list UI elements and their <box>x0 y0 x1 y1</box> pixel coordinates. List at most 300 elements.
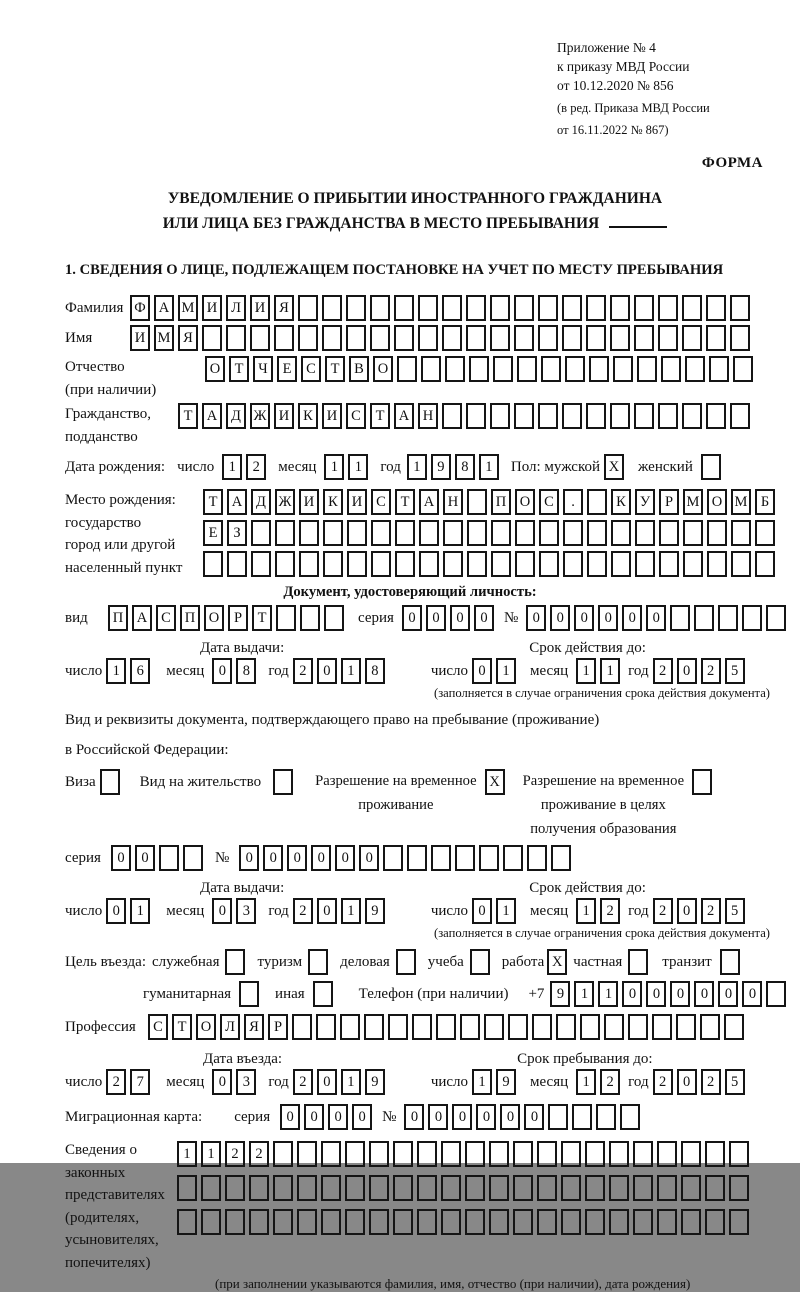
char-box[interactable] <box>682 325 702 351</box>
char-box[interactable]: 1 <box>201 1141 221 1167</box>
char-box[interactable]: 0 <box>317 898 337 924</box>
char-box[interactable]: А <box>227 489 247 515</box>
char-box[interactable]: И <box>202 295 222 321</box>
char-box[interactable] <box>707 520 727 546</box>
char-box[interactable] <box>513 1141 533 1167</box>
char-box[interactable]: 0 <box>474 605 494 631</box>
char-box[interactable] <box>585 1209 605 1235</box>
char-box[interactable] <box>707 551 727 577</box>
char-box[interactable]: С <box>346 403 366 429</box>
char-box[interactable] <box>755 520 775 546</box>
char-box[interactable]: 0 <box>404 1104 424 1130</box>
char-box[interactable] <box>586 295 606 321</box>
char-box[interactable] <box>239 981 259 1007</box>
char-box[interactable] <box>604 1014 624 1040</box>
char-box[interactable] <box>202 325 222 351</box>
char-box[interactable]: 2 <box>701 898 721 924</box>
char-box[interactable]: 1 <box>574 981 594 1007</box>
char-box[interactable]: Д <box>226 403 246 429</box>
char-box[interactable]: Т <box>325 356 345 382</box>
char-box[interactable]: 1 <box>576 898 596 924</box>
char-box[interactable] <box>347 551 367 577</box>
char-box[interactable] <box>610 403 630 429</box>
char-box[interactable] <box>273 769 293 795</box>
char-box[interactable] <box>513 1175 533 1201</box>
char-box[interactable] <box>407 845 427 871</box>
char-box[interactable] <box>539 551 559 577</box>
char-box[interactable] <box>657 1175 677 1201</box>
char-box[interactable]: 0 <box>317 1069 337 1095</box>
char-box[interactable]: 5 <box>725 658 745 684</box>
char-box[interactable] <box>733 356 753 382</box>
char-box[interactable]: 0 <box>718 981 738 1007</box>
char-box[interactable] <box>562 403 582 429</box>
char-box[interactable] <box>532 1014 552 1040</box>
char-box[interactable] <box>322 325 342 351</box>
char-box[interactable] <box>346 295 366 321</box>
char-box[interactable] <box>276 605 296 631</box>
char-box[interactable]: О <box>707 489 727 515</box>
char-box[interactable]: 2 <box>600 1069 620 1095</box>
char-box[interactable] <box>514 403 534 429</box>
char-box[interactable] <box>766 981 786 1007</box>
char-box[interactable] <box>225 1209 245 1235</box>
char-box[interactable] <box>589 356 609 382</box>
char-box[interactable]: 2 <box>249 1141 269 1167</box>
char-box[interactable] <box>609 1141 629 1167</box>
char-box[interactable] <box>489 1141 509 1167</box>
char-box[interactable]: 1 <box>407 454 427 480</box>
char-box[interactable]: 0 <box>287 845 307 871</box>
char-box[interactable] <box>321 1175 341 1201</box>
char-box[interactable] <box>730 403 750 429</box>
char-box[interactable] <box>346 325 366 351</box>
char-box[interactable]: 0 <box>212 658 232 684</box>
char-box[interactable] <box>347 520 367 546</box>
char-box[interactable] <box>634 295 654 321</box>
char-box[interactable] <box>514 295 534 321</box>
char-box[interactable]: 8 <box>236 658 256 684</box>
char-box[interactable]: 2 <box>600 898 620 924</box>
char-box[interactable] <box>538 403 558 429</box>
char-box[interactable]: 8 <box>455 454 475 480</box>
char-box[interactable] <box>369 1209 389 1235</box>
char-box[interactable]: 1 <box>341 898 361 924</box>
char-box[interactable]: 2 <box>653 1069 673 1095</box>
char-box[interactable]: 0 <box>598 605 618 631</box>
char-box[interactable]: 9 <box>550 981 570 1007</box>
char-box[interactable]: П <box>108 605 128 631</box>
char-box[interactable] <box>225 949 245 975</box>
char-box[interactable]: Т <box>203 489 223 515</box>
char-box[interactable] <box>418 295 438 321</box>
char-box[interactable] <box>676 1014 696 1040</box>
char-box[interactable] <box>370 325 390 351</box>
char-box[interactable]: 1 <box>576 1069 596 1095</box>
char-box[interactable]: А <box>132 605 152 631</box>
char-box[interactable]: Л <box>220 1014 240 1040</box>
char-box[interactable] <box>635 520 655 546</box>
char-box[interactable] <box>491 520 511 546</box>
char-box[interactable]: М <box>154 325 174 351</box>
char-box[interactable] <box>561 1141 581 1167</box>
char-box[interactable] <box>299 551 319 577</box>
char-box[interactable] <box>417 1141 437 1167</box>
char-box[interactable] <box>766 605 786 631</box>
char-box[interactable]: 9 <box>496 1069 516 1095</box>
char-box[interactable] <box>685 356 705 382</box>
char-box[interactable] <box>565 356 585 382</box>
char-box[interactable]: Н <box>418 403 438 429</box>
char-box[interactable] <box>321 1209 341 1235</box>
char-box[interactable]: Ж <box>275 489 295 515</box>
char-box[interactable] <box>455 845 475 871</box>
char-box[interactable]: 1 <box>222 454 242 480</box>
char-box[interactable] <box>658 403 678 429</box>
char-box[interactable] <box>683 551 703 577</box>
char-box[interactable]: 6 <box>130 658 150 684</box>
char-box[interactable] <box>298 295 318 321</box>
char-box[interactable] <box>323 520 343 546</box>
char-box[interactable]: 0 <box>452 1104 472 1130</box>
char-box[interactable]: 0 <box>111 845 131 871</box>
char-box[interactable] <box>613 356 633 382</box>
char-box[interactable] <box>561 1209 581 1235</box>
char-box[interactable] <box>701 454 721 480</box>
char-box[interactable] <box>297 1175 317 1201</box>
char-box[interactable]: 0 <box>550 605 570 631</box>
char-box[interactable] <box>345 1175 365 1201</box>
char-box[interactable]: 2 <box>701 658 721 684</box>
char-box[interactable] <box>249 1175 269 1201</box>
char-box[interactable] <box>706 325 726 351</box>
char-box[interactable]: 0 <box>280 1104 300 1130</box>
char-box[interactable]: О <box>515 489 535 515</box>
char-box[interactable] <box>633 1141 653 1167</box>
char-box[interactable] <box>729 1175 749 1201</box>
char-box[interactable] <box>465 1175 485 1201</box>
char-box[interactable]: С <box>156 605 176 631</box>
char-box[interactable] <box>225 1175 245 1201</box>
char-box[interactable]: И <box>130 325 150 351</box>
char-box[interactable] <box>397 356 417 382</box>
char-box[interactable]: X <box>485 769 505 795</box>
char-box[interactable] <box>443 551 463 577</box>
char-box[interactable] <box>537 1141 557 1167</box>
char-box[interactable]: 9 <box>365 898 385 924</box>
char-box[interactable] <box>201 1209 221 1235</box>
char-box[interactable]: 0 <box>524 1104 544 1130</box>
char-box[interactable]: И <box>322 403 342 429</box>
char-box[interactable]: 1 <box>130 898 150 924</box>
char-box[interactable]: 0 <box>472 658 492 684</box>
char-box[interactable] <box>394 295 414 321</box>
char-box[interactable] <box>322 295 342 321</box>
char-box[interactable] <box>611 520 631 546</box>
char-box[interactable] <box>709 356 729 382</box>
char-box[interactable] <box>316 1014 336 1040</box>
char-box[interactable] <box>633 1209 653 1235</box>
char-box[interactable]: Ч <box>253 356 273 382</box>
char-box[interactable] <box>580 1014 600 1040</box>
char-box[interactable]: 0 <box>135 845 155 871</box>
char-box[interactable] <box>742 605 762 631</box>
char-box[interactable] <box>681 1209 701 1235</box>
char-box[interactable]: 0 <box>450 605 470 631</box>
char-box[interactable] <box>609 1175 629 1201</box>
char-box[interactable]: 0 <box>574 605 594 631</box>
char-box[interactable]: П <box>491 489 511 515</box>
char-box[interactable] <box>587 489 607 515</box>
char-box[interactable] <box>586 325 606 351</box>
char-box[interactable]: С <box>539 489 559 515</box>
char-box[interactable] <box>587 520 607 546</box>
char-box[interactable]: 2 <box>106 1069 126 1095</box>
char-box[interactable]: 0 <box>263 845 283 871</box>
char-box[interactable] <box>548 1104 568 1130</box>
char-box[interactable]: 2 <box>701 1069 721 1095</box>
char-box[interactable] <box>681 1175 701 1201</box>
char-box[interactable] <box>299 520 319 546</box>
char-box[interactable]: 0 <box>476 1104 496 1130</box>
char-box[interactable]: 1 <box>496 898 516 924</box>
char-box[interactable] <box>537 1175 557 1201</box>
char-box[interactable] <box>274 325 294 351</box>
char-box[interactable] <box>731 551 751 577</box>
char-box[interactable]: Р <box>268 1014 288 1040</box>
char-box[interactable] <box>634 325 654 351</box>
char-box[interactable] <box>396 949 416 975</box>
char-box[interactable] <box>417 1175 437 1201</box>
char-box[interactable] <box>724 1014 744 1040</box>
char-box[interactable] <box>729 1141 749 1167</box>
char-box[interactable]: У <box>635 489 655 515</box>
char-box[interactable] <box>628 1014 648 1040</box>
char-box[interactable] <box>177 1209 197 1235</box>
char-box[interactable]: И <box>250 295 270 321</box>
char-box[interactable]: 0 <box>677 658 697 684</box>
char-box[interactable]: 9 <box>431 454 451 480</box>
char-box[interactable]: М <box>731 489 751 515</box>
char-box[interactable]: 1 <box>324 454 344 480</box>
char-box[interactable]: 1 <box>479 454 499 480</box>
char-box[interactable] <box>682 403 702 429</box>
char-box[interactable] <box>100 769 120 795</box>
char-box[interactable]: 0 <box>742 981 762 1007</box>
char-box[interactable]: К <box>323 489 343 515</box>
char-box[interactable] <box>705 1141 725 1167</box>
char-box[interactable] <box>369 1141 389 1167</box>
char-box[interactable]: 0 <box>646 981 666 1007</box>
char-box[interactable] <box>371 520 391 546</box>
char-box[interactable] <box>159 845 179 871</box>
char-box[interactable] <box>659 520 679 546</box>
char-box[interactable]: С <box>148 1014 168 1040</box>
char-box[interactable]: А <box>154 295 174 321</box>
char-box[interactable] <box>658 325 678 351</box>
char-box[interactable] <box>681 1141 701 1167</box>
char-box[interactable] <box>443 520 463 546</box>
char-box[interactable]: X <box>604 454 624 480</box>
char-box[interactable]: Т <box>172 1014 192 1040</box>
char-box[interactable] <box>345 1209 365 1235</box>
char-box[interactable]: 3 <box>236 898 256 924</box>
char-box[interactable] <box>417 1209 437 1235</box>
char-box[interactable] <box>395 520 415 546</box>
char-box[interactable] <box>657 1209 677 1235</box>
char-box[interactable] <box>755 551 775 577</box>
char-box[interactable] <box>441 1175 461 1201</box>
char-box[interactable] <box>340 1014 360 1040</box>
char-box[interactable]: 5 <box>725 898 745 924</box>
char-box[interactable]: О <box>205 356 225 382</box>
char-box[interactable] <box>412 1014 432 1040</box>
char-box[interactable]: 0 <box>670 981 690 1007</box>
char-box[interactable] <box>442 325 462 351</box>
char-box[interactable] <box>479 845 499 871</box>
char-box[interactable] <box>395 551 415 577</box>
char-box[interactable]: Я <box>274 295 294 321</box>
char-box[interactable]: 0 <box>694 981 714 1007</box>
char-box[interactable]: О <box>196 1014 216 1040</box>
char-box[interactable]: 2 <box>653 658 673 684</box>
char-box[interactable] <box>466 295 486 321</box>
char-box[interactable] <box>370 295 390 321</box>
char-box[interactable] <box>201 1175 221 1201</box>
char-box[interactable] <box>718 605 738 631</box>
char-box[interactable]: 1 <box>472 1069 492 1095</box>
char-box[interactable]: И <box>274 403 294 429</box>
char-box[interactable] <box>441 1141 461 1167</box>
char-box[interactable] <box>466 325 486 351</box>
char-box[interactable] <box>515 520 535 546</box>
char-box[interactable]: П <box>180 605 200 631</box>
char-box[interactable] <box>469 356 489 382</box>
char-box[interactable] <box>729 1209 749 1235</box>
char-box[interactable]: Т <box>395 489 415 515</box>
char-box[interactable]: 1 <box>341 1069 361 1095</box>
char-box[interactable] <box>465 1141 485 1167</box>
char-box[interactable]: С <box>371 489 391 515</box>
char-box[interactable] <box>587 551 607 577</box>
char-box[interactable]: 0 <box>106 898 126 924</box>
char-box[interactable] <box>517 356 537 382</box>
char-box[interactable] <box>393 1175 413 1201</box>
char-box[interactable]: О <box>204 605 224 631</box>
char-box[interactable] <box>371 551 391 577</box>
char-box[interactable] <box>633 1175 653 1201</box>
char-box[interactable] <box>585 1175 605 1201</box>
char-box[interactable] <box>491 551 511 577</box>
char-box[interactable] <box>421 356 441 382</box>
char-box[interactable] <box>539 520 559 546</box>
char-box[interactable] <box>466 403 486 429</box>
char-box[interactable]: Р <box>659 489 679 515</box>
char-box[interactable]: 0 <box>472 898 492 924</box>
char-box[interactable] <box>297 1209 317 1235</box>
char-box[interactable]: 0 <box>622 981 642 1007</box>
char-box[interactable]: 0 <box>426 605 446 631</box>
char-box[interactable] <box>442 403 462 429</box>
char-box[interactable] <box>661 356 681 382</box>
char-box[interactable]: 0 <box>359 845 379 871</box>
char-box[interactable]: А <box>394 403 414 429</box>
char-box[interactable]: А <box>202 403 222 429</box>
char-box[interactable] <box>297 1141 317 1167</box>
char-box[interactable]: 0 <box>304 1104 324 1130</box>
char-box[interactable] <box>610 325 630 351</box>
char-box[interactable] <box>470 949 490 975</box>
char-box[interactable] <box>586 403 606 429</box>
char-box[interactable]: 5 <box>725 1069 745 1095</box>
char-box[interactable]: Л <box>226 295 246 321</box>
char-box[interactable] <box>620 1104 640 1130</box>
char-box[interactable] <box>489 1209 509 1235</box>
char-box[interactable] <box>556 1014 576 1040</box>
char-box[interactable] <box>562 295 582 321</box>
char-box[interactable]: 0 <box>317 658 337 684</box>
char-box[interactable]: А <box>419 489 439 515</box>
char-box[interactable] <box>493 356 513 382</box>
char-box[interactable]: 2 <box>653 898 673 924</box>
char-box[interactable] <box>635 551 655 577</box>
char-box[interactable] <box>249 1209 269 1235</box>
char-box[interactable] <box>442 295 462 321</box>
char-box[interactable] <box>436 1014 456 1040</box>
char-box[interactable] <box>700 1014 720 1040</box>
char-box[interactable]: К <box>298 403 318 429</box>
char-box[interactable] <box>369 1175 389 1201</box>
char-box[interactable] <box>273 1175 293 1201</box>
char-box[interactable] <box>298 325 318 351</box>
char-box[interactable]: Т <box>370 403 390 429</box>
char-box[interactable] <box>705 1175 725 1201</box>
char-box[interactable] <box>720 949 740 975</box>
char-box[interactable]: 3 <box>236 1069 256 1095</box>
char-box[interactable]: Н <box>443 489 463 515</box>
char-box[interactable] <box>705 1209 725 1235</box>
char-box[interactable]: 0 <box>328 1104 348 1130</box>
char-box[interactable] <box>419 551 439 577</box>
char-box[interactable] <box>706 403 726 429</box>
char-box[interactable] <box>585 1141 605 1167</box>
char-box[interactable]: Я <box>244 1014 264 1040</box>
char-box[interactable] <box>227 551 247 577</box>
char-box[interactable] <box>683 520 703 546</box>
char-box[interactable]: 0 <box>212 1069 232 1095</box>
char-box[interactable]: 1 <box>576 658 596 684</box>
char-box[interactable]: 0 <box>677 1069 697 1095</box>
char-box[interactable] <box>250 325 270 351</box>
char-box[interactable]: Ф <box>130 295 150 321</box>
char-box[interactable] <box>490 295 510 321</box>
char-box[interactable] <box>538 295 558 321</box>
char-box[interactable] <box>706 295 726 321</box>
char-box[interactable] <box>657 1141 677 1167</box>
char-box[interactable] <box>596 1104 616 1130</box>
char-box[interactable] <box>292 1014 312 1040</box>
char-box[interactable] <box>659 551 679 577</box>
char-box[interactable] <box>431 845 451 871</box>
char-box[interactable] <box>670 605 690 631</box>
char-box[interactable] <box>273 1209 293 1235</box>
char-box[interactable]: 0 <box>428 1104 448 1130</box>
char-box[interactable] <box>383 845 403 871</box>
char-box[interactable]: 0 <box>500 1104 520 1130</box>
char-box[interactable] <box>731 520 751 546</box>
char-box[interactable] <box>275 551 295 577</box>
char-box[interactable]: И <box>299 489 319 515</box>
